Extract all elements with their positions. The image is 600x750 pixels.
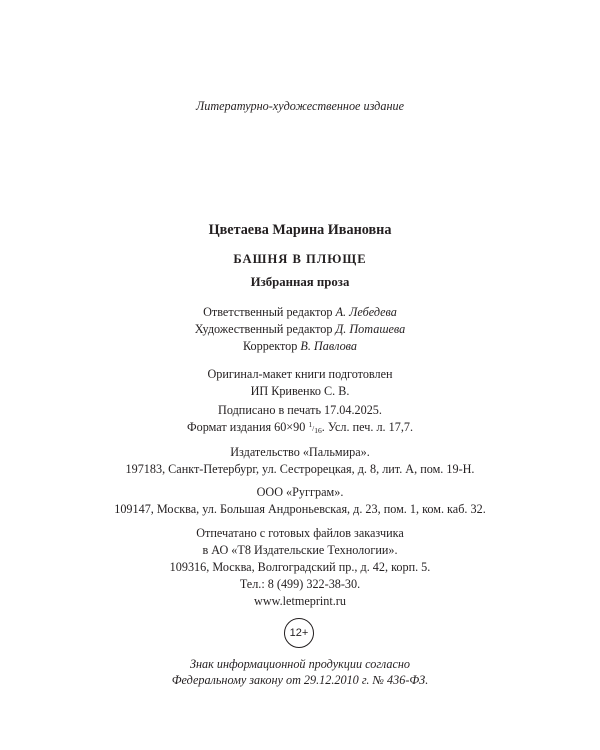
chief-editor-line: [0, 305, 600, 319]
fraction-numerator: 1: [308, 420, 313, 429]
printer-address: 109316, Москва, Волгоградский пр., д. 42, корп. 5.: [169, 560, 431, 574]
printer-website: www.letmeprint.ru: [254, 594, 346, 608]
age-rating-badge: 12+: [284, 618, 314, 648]
printer-line-2: в АО «Т8 Издательские Технологии».: [202, 543, 398, 557]
publisher-name: Издательство «Пальмира».: [230, 445, 370, 459]
layout-credit-line-2: ИП Кривенко С. В.: [250, 384, 350, 398]
layout-credit-line-1: Оригинал-макет книги подготовлен: [207, 367, 393, 381]
chief-editor-label: Ответственный редактор: [203, 305, 333, 319]
proofreader-name: В. Павлова: [300, 339, 357, 353]
chief-editor-name: А. Лебедева: [335, 305, 397, 319]
edition-type: Литературно-художественное издание: [196, 99, 404, 113]
fraction-denominator: 16: [314, 426, 322, 435]
printer-line-1: Отпечатано с готовых файлов заказчика: [196, 526, 404, 540]
book-subtitle: Избранная проза: [250, 275, 350, 289]
print-format: [0, 420, 600, 436]
printer-phone: Тел.: 8 (499) 322-38-30.: [239, 577, 361, 591]
proofreader-line: [0, 339, 600, 353]
age-notice-line-2: Федеральному закону от 29.12.2010 г. № 436-ФЗ.: [171, 673, 429, 687]
signed-to-print: Подписано в печать 17.04.2025.: [218, 403, 382, 417]
art-editor-line: [0, 322, 600, 336]
publisher-address: 197183, Санкт-Петербург, ул. Сестрорецкая, д. 8, лит. А, пом. 19-Н.: [125, 462, 475, 476]
author-name: Цветаева Марина Ивановна: [208, 222, 392, 238]
art-editor-label: Художественный редактор: [194, 322, 333, 336]
print-format-suffix: . Усл. печ. л. 17,7.: [321, 420, 414, 434]
print-format-fraction: 1/16: [308, 420, 322, 435]
distributor-address: 109147, Москва, ул. Большая Андроньевская, д. 23, пом. 1, ком. каб. 32.: [114, 502, 486, 516]
proofreader-label: Корректор: [243, 339, 298, 353]
art-editor-name: Д. Поташева: [335, 322, 406, 336]
age-notice-line-1: Знак информационной продукции согласно: [189, 657, 411, 671]
distributor-name: ООО «Ругграм».: [256, 485, 344, 499]
print-format-prefix: Формат издания 60×90: [186, 420, 306, 434]
book-title: БАШНЯ В ПЛЮЩЕ: [233, 252, 367, 266]
